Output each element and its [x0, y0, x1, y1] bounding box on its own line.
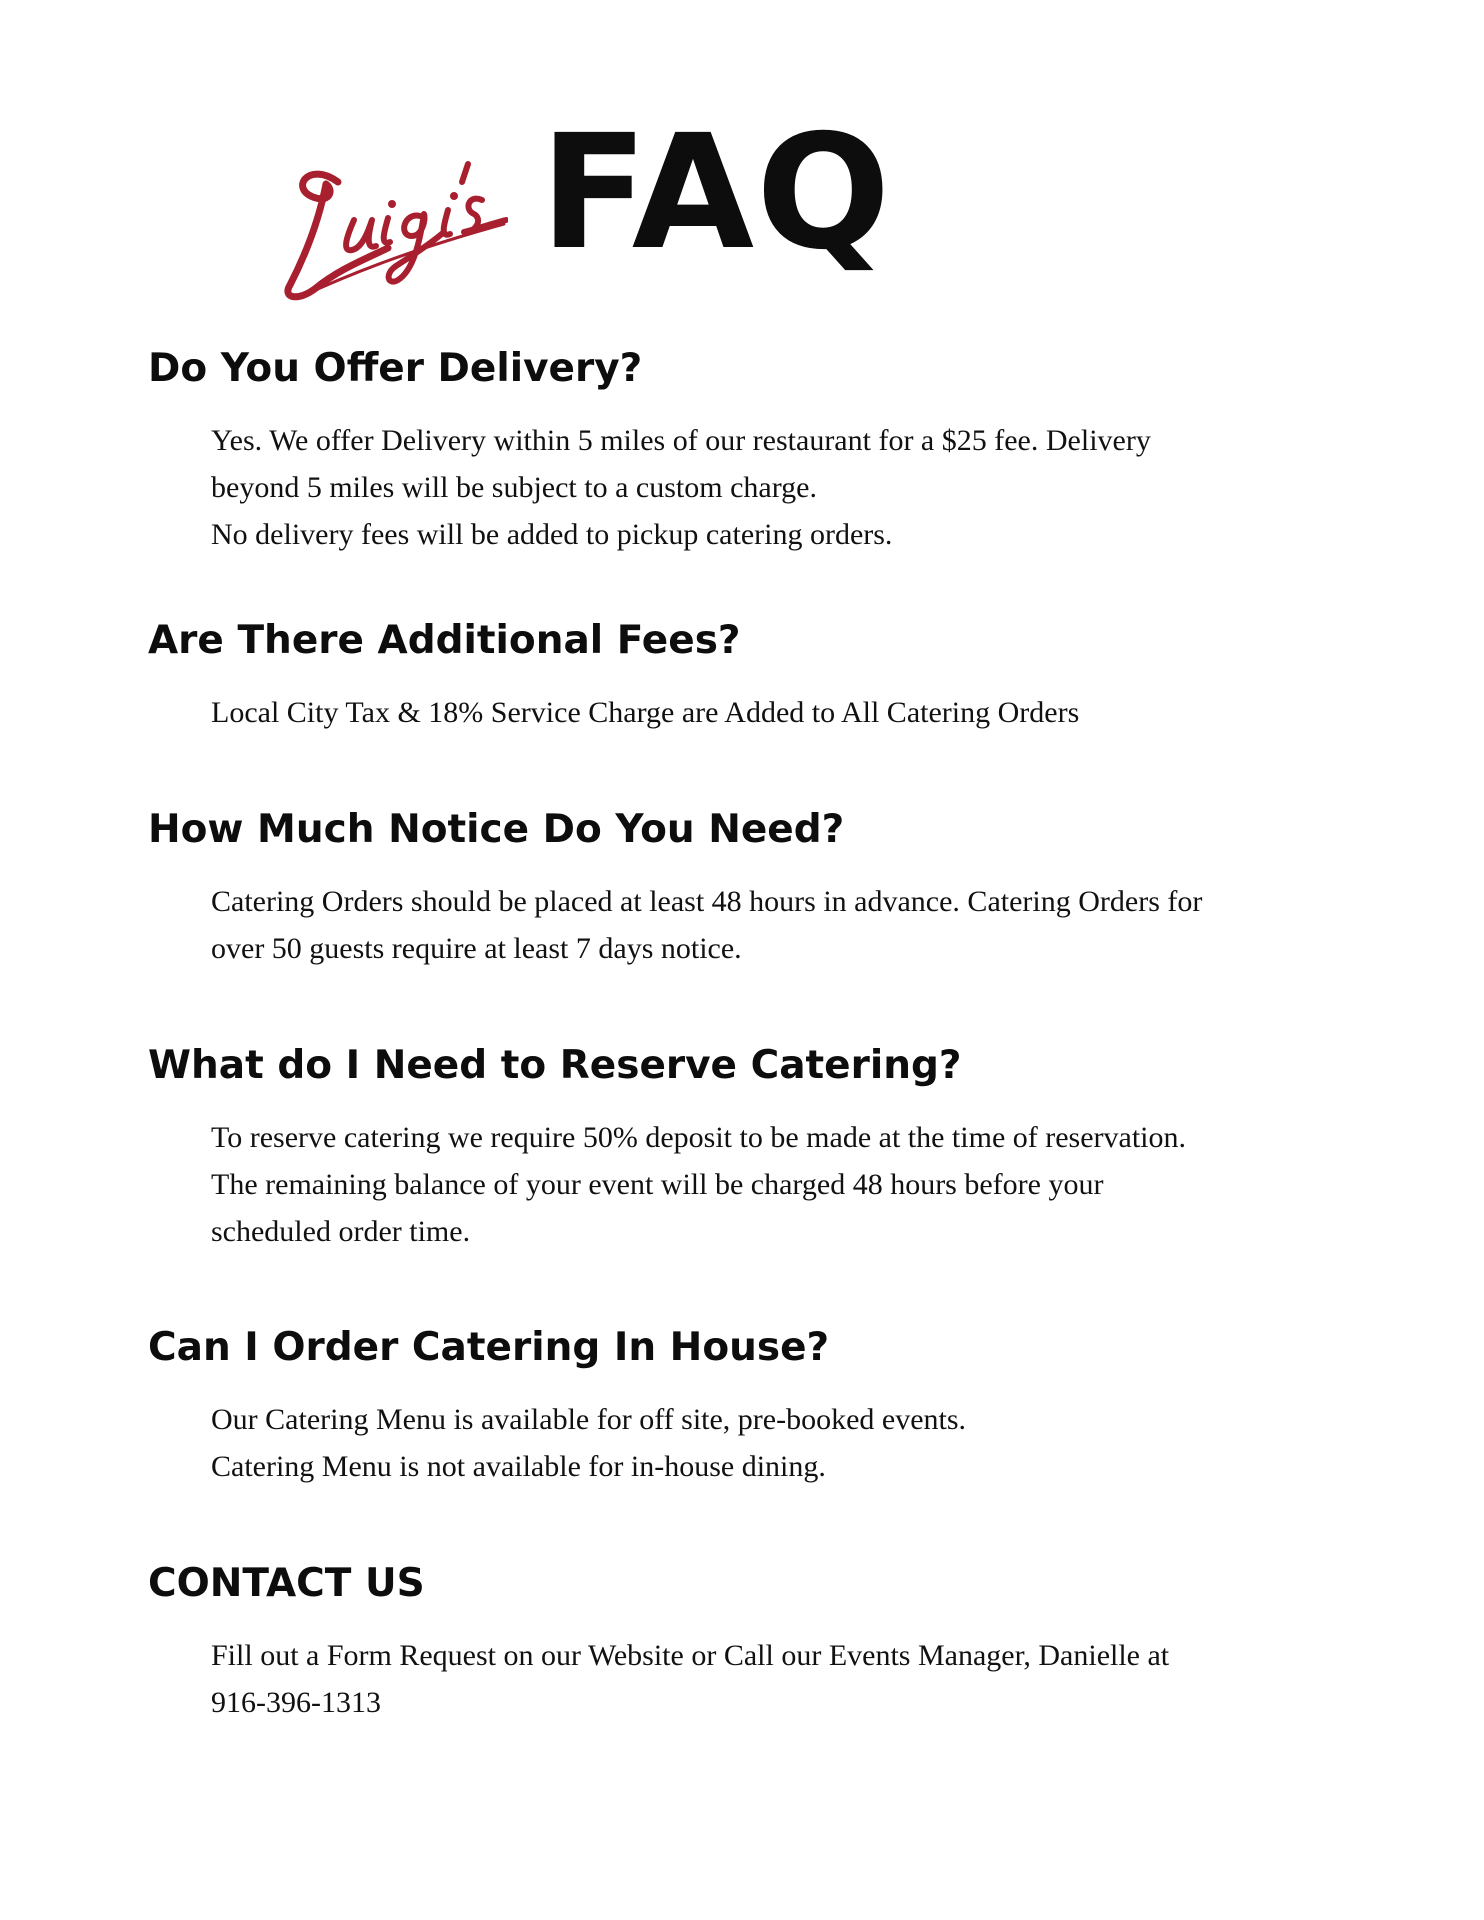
faq-item-in-house: [148, 1324, 1368, 1490]
luigis-logo: [268, 120, 508, 310]
faq-item-reserve: [148, 1042, 1368, 1255]
answer-line: No delivery fees will be added to pickup catering orders.: [211, 518, 893, 551]
answer-line: Fill out a Form Request on our Website or Call our Events Manager, Danielle at: [211, 1639, 1170, 1672]
faq-item-additional-fees: [148, 617, 1368, 736]
answer-line: 916-396-1313: [211, 1686, 381, 1719]
faq-answer: [148, 1632, 1368, 1726]
faq-answer: [148, 1396, 1368, 1490]
answer-line: Our Catering Menu is available for off site, pre-booked events.: [211, 1403, 967, 1436]
faq-item-contact: [148, 1560, 1368, 1726]
faq-question: How Much Notice Do You Need?: [148, 807, 845, 852]
faq-item-notice: [148, 806, 1368, 972]
answer-line: Catering Orders should be placed at least 48 hours in advance. Catering Orders for: [211, 885, 1203, 918]
faq-answer: [148, 878, 1368, 972]
faq-answer: [148, 417, 1368, 558]
faq-question: Do You Offer Delivery?: [148, 346, 643, 391]
answer-line: over 50 guests require at least 7 days notice.: [211, 932, 742, 965]
page-header: [268, 101, 968, 310]
faq-question: Are There Additional Fees?: [148, 618, 741, 663]
faq-question: CONTACT US: [148, 1561, 425, 1606]
answer-line: The remaining balance of your event will be charged 48 hours before your: [211, 1168, 1104, 1201]
faq-question: What do I Need to Reserve Catering?: [148, 1043, 962, 1088]
faq-answer: [148, 1114, 1368, 1255]
answer-line: To reserve catering we require 50% deposit to be made at the time of reservation.: [211, 1121, 1187, 1154]
answer-line: beyond 5 miles will be subject to a custom charge.: [211, 471, 817, 504]
answer-line: Catering Menu is not available for in-house dining.: [211, 1450, 826, 1483]
faq-question: Can I Order Catering In House?: [148, 1325, 830, 1370]
faq-answer: [148, 689, 1368, 736]
answer-line: Local City Tax & 18% Service Charge are Added to All Catering Orders: [211, 696, 1080, 729]
answer-line: Yes. We offer Delivery within 5 miles of our restaurant for a $25 fee. Delivery: [211, 424, 1151, 457]
faq-item-delivery: [148, 345, 1368, 558]
page-title: FAQ: [540, 101, 893, 285]
answer-line: scheduled order time.: [211, 1215, 471, 1248]
